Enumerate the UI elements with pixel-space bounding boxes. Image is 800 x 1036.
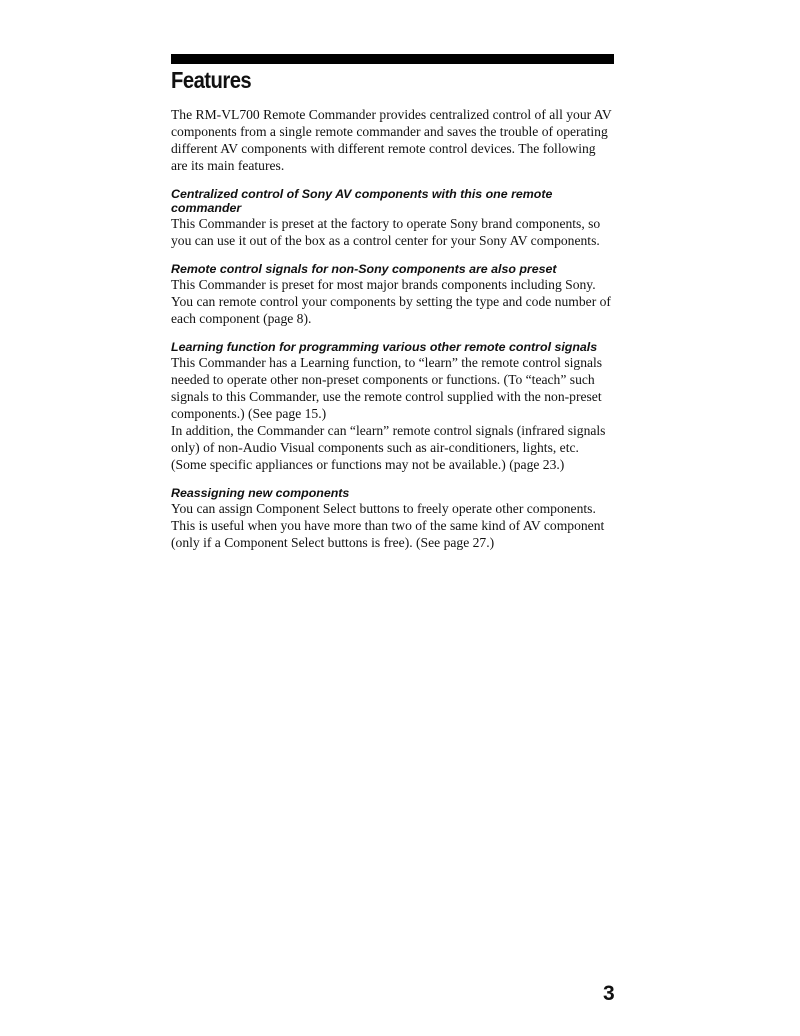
- page-content: [171, 54, 614, 551]
- section-heading: Centralized control of Sony AV components with this one remote commander: [171, 187, 553, 216]
- section-heading: Reassigning new components: [171, 486, 350, 501]
- title-rule: [171, 54, 614, 64]
- section-reassigning-components: [171, 486, 614, 551]
- section-paragraph: In addition, the Commander can “learn” remote control signals (infrared signals only) of non-Audio Visual components such as air-conditioners, lights, etc. (Some specific appliances or functions may not be available.) (page 23.): [171, 423, 606, 473]
- page-title: Features: [171, 67, 252, 93]
- page-number: 3: [603, 982, 615, 1005]
- section-paragraph: This Commander has a Learning function, to “learn” the remote control signals needed to operate other non-preset components or functions. (To “teach” such signals to this Commander, use the remote control supplied with the non-preset components.) (See page 15.): [171, 355, 603, 422]
- section-non-sony-preset: [171, 262, 614, 327]
- section-heading: Learning function for programming various other remote control signals: [171, 340, 598, 355]
- section-paragraph: You can assign Component Select buttons to freely operate other components. This is useful when you have more than two of the same kind of AV component (only if a Component Select buttons is free). (See page 27.): [171, 501, 605, 551]
- section-paragraph: This Commander is preset for most major brands components including Sony. You can remote control your components by setting the type and code number of each component (page 8).: [171, 277, 611, 327]
- section-heading: Remote control signals for non-Sony components are also preset: [171, 262, 557, 277]
- section-learning-function: [171, 340, 614, 473]
- section-paragraph: This Commander is preset at the factory to operate Sony brand components, so you can use it out of the box as a control center for your Sony AV components.: [171, 216, 601, 249]
- section-centralized-control: [171, 187, 614, 249]
- intro-paragraph: The RM-VL700 Remote Commander provides centralized control of all your AV components from a single remote commander and saves the trouble of operating different AV components with different remote control devices. The following are its main features.: [171, 107, 612, 174]
